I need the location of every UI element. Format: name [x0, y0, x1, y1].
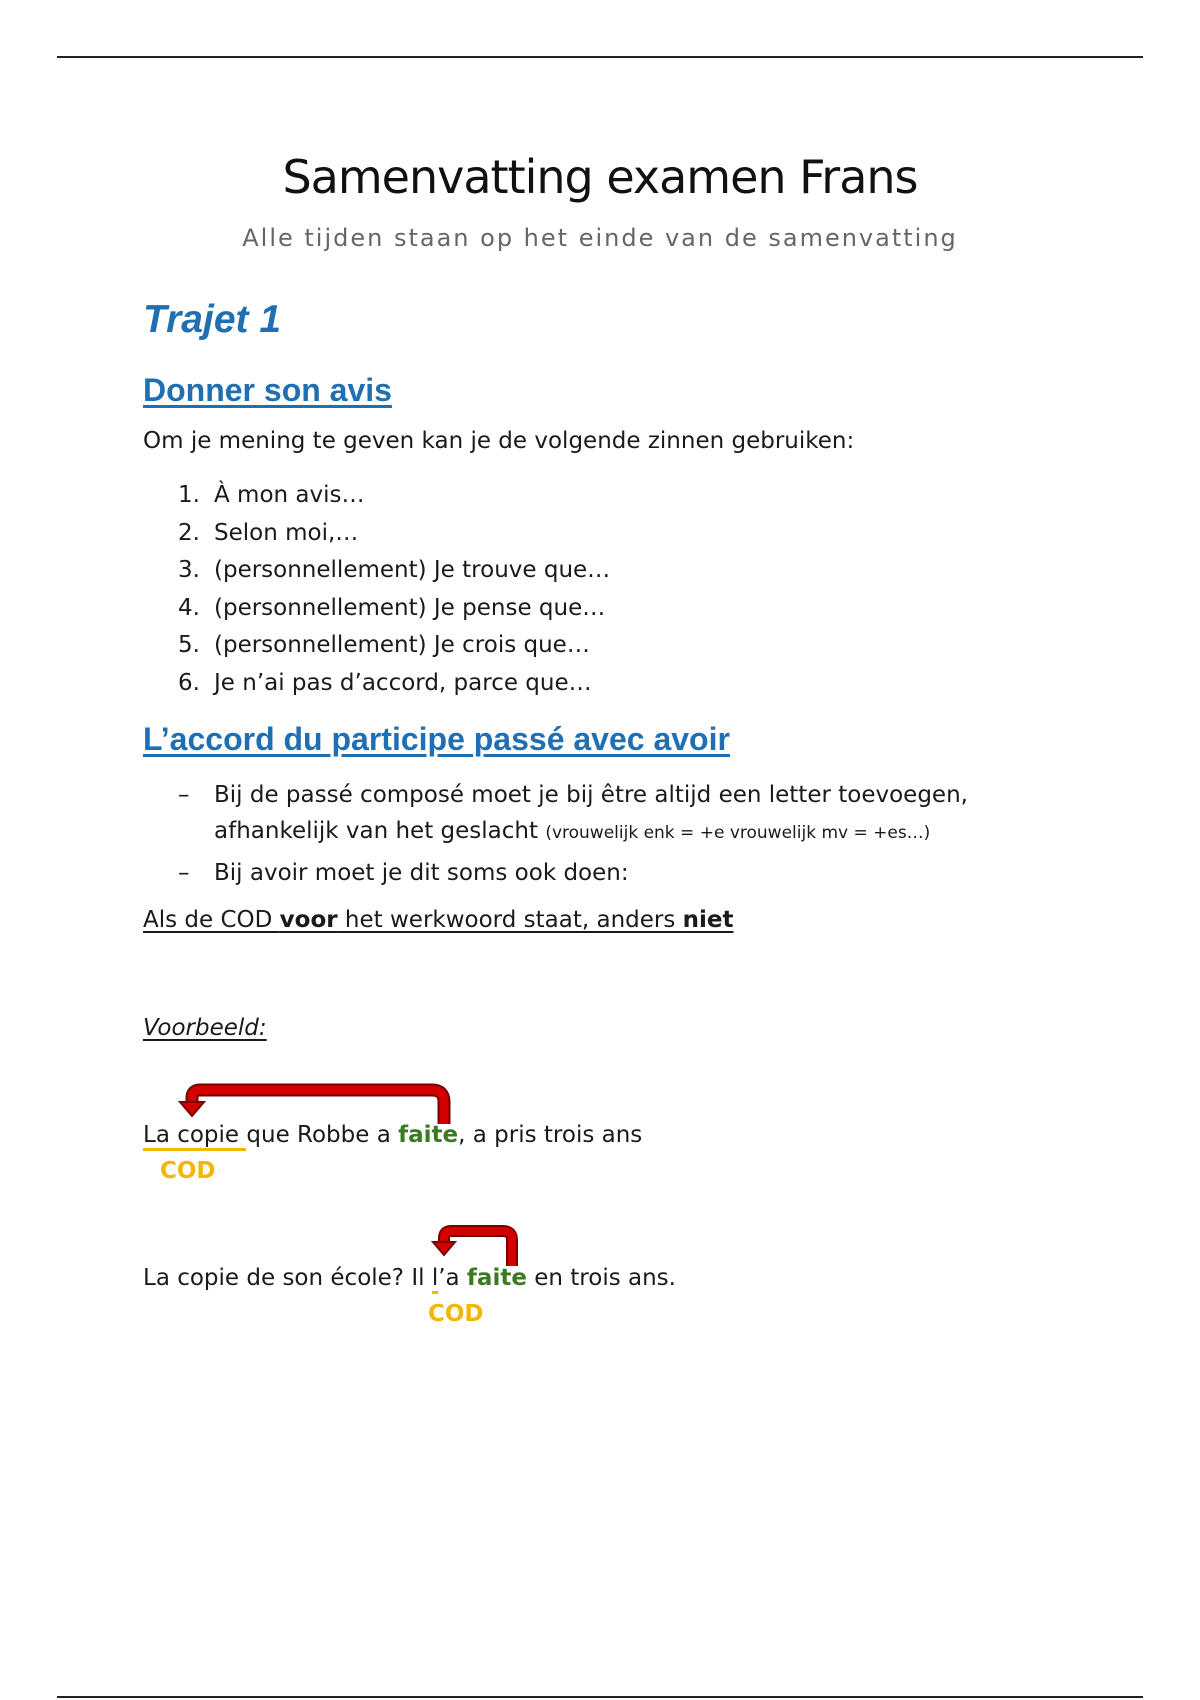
list-number: 4.	[178, 594, 200, 621]
cod-label: COD	[160, 1158, 216, 1184]
cod-phrase: La copie	[143, 1122, 246, 1151]
example-label: Voorbeeld:	[143, 1015, 267, 1041]
curved-arrow-icon	[180, 1090, 444, 1124]
bullet-text: Bij avoir moet je dit soms ook doen:	[214, 860, 629, 886]
section-heading: Trajet 1	[143, 298, 282, 341]
sentence-text: , a pris trois ans	[458, 1122, 643, 1148]
rule-bold: niet	[682, 907, 734, 933]
list-number: 3.	[178, 557, 200, 583]
participle-verb: faite	[398, 1122, 459, 1148]
list-text: À mon avis…	[214, 482, 365, 508]
avis-intro: Om je mening te geven kan je de volgende zinnen gebruiken:	[143, 428, 855, 454]
document-subtitle: Alle tijden staan op het einde van de samenvatting	[242, 224, 958, 252]
rule-text: het werkwoord staat, anders	[337, 907, 683, 933]
list-number: 5.	[178, 632, 200, 658]
list-text: (personnellement) Je pense que…	[214, 594, 606, 621]
rule-text: Als de COD	[143, 907, 280, 933]
list-number: 6.	[178, 669, 200, 696]
participle-verb: faite	[466, 1265, 527, 1291]
cod-label: COD	[428, 1301, 484, 1327]
list-text: Je n’ai pas d’accord, parce que…	[214, 669, 592, 696]
example-sentence-2	[143, 1265, 676, 1291]
bottom-divider	[57, 1696, 1143, 1698]
sentence-text: que Robbe a	[246, 1122, 399, 1148]
list-text: (personnellement) Je crois que…	[214, 632, 590, 658]
bullet-note: (vrouwelijk enk = +e vrouwelijk mv = +es…)	[545, 823, 931, 843]
heading-accord-participe: L’accord du participe passé avec avoir	[143, 721, 730, 757]
curved-arrow-icon	[433, 1231, 512, 1266]
sentence-text: La copie de son école? Il	[143, 1265, 432, 1291]
example-sentence-1	[143, 1122, 642, 1148]
rule-bold: voor	[279, 907, 338, 933]
list-number: 1.	[178, 482, 200, 508]
list-text: (personnellement) Je trouve que…	[214, 557, 611, 583]
sentence-text: en trois ans.	[526, 1265, 676, 1291]
dash-bullet: –	[178, 782, 190, 808]
dash-bullet: –	[178, 860, 190, 886]
list-number: 2.	[178, 519, 200, 546]
bullet-main: Bij de passé composé moet je bij être altijd een letter toevoegen, afhankelijk van het geslacht	[214, 782, 968, 844]
heading-donner-son-avis: Donner son avis	[143, 372, 392, 408]
sentence-text: ’a	[438, 1265, 467, 1291]
cod-phrase: l	[432, 1265, 438, 1294]
list-text: Selon moi,…	[214, 519, 359, 546]
document-title: Samenvatting examen Frans	[282, 150, 918, 204]
